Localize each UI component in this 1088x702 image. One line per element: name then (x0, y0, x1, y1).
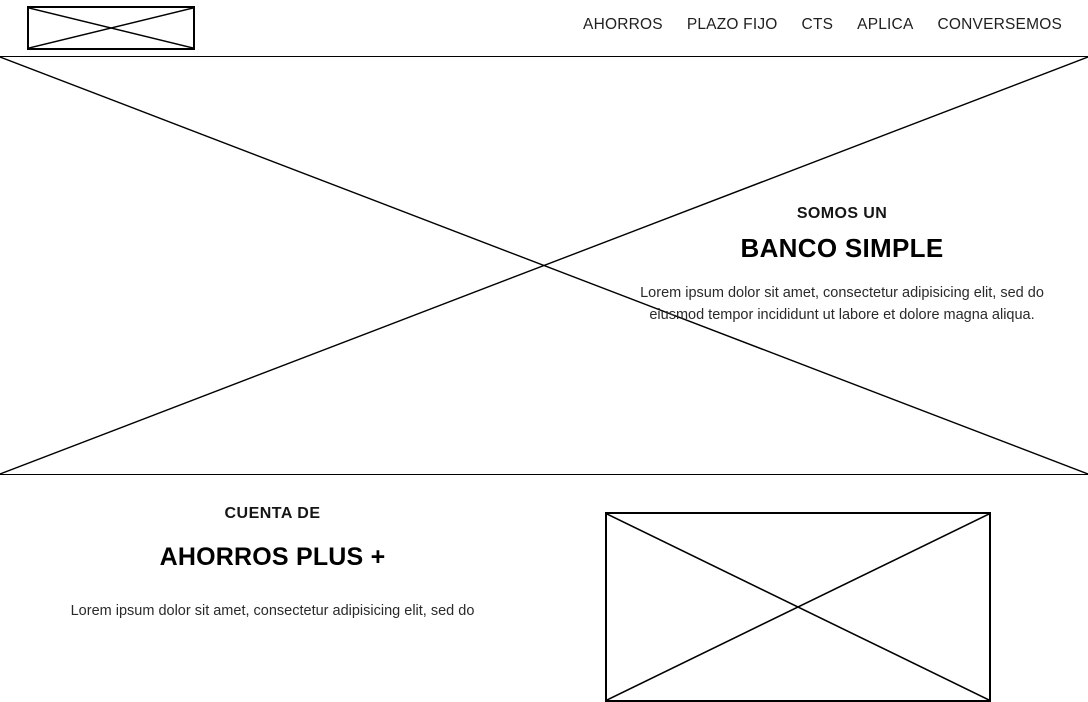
hero-section (0, 56, 1088, 475)
main-navigation (571, 16, 1074, 34)
image-placeholder-icon (607, 514, 989, 700)
account-description: Lorem ipsum dolor sit amet, consectetur adipisicing elit, sed do (70, 603, 475, 619)
account-title: AHORROS PLUS + (159, 543, 386, 571)
account-image-placeholder (605, 512, 991, 702)
account-eyebrow: CUENTA DE (224, 505, 321, 522)
site-header (0, 0, 1088, 56)
nav-item-plazo-fijo[interactable]: PLAZO FIJO (686, 16, 778, 33)
hero-copy (612, 205, 1072, 326)
logo-placeholder[interactable] (27, 6, 195, 50)
nav-item-ahorros[interactable]: AHORROS (583, 16, 663, 33)
nav-item-aplica[interactable]: APLICA (857, 16, 914, 33)
hero-title: BANCO SIMPLE (740, 233, 944, 263)
hero-eyebrow: SOMOS UN (796, 205, 888, 222)
account-copy (0, 475, 545, 622)
logo-placeholder-icon (29, 8, 193, 48)
hero-description: Lorem ipsum dolor sit amet, consectetur adipisicing elit, sed do eiusmod tempor incididunt ut labore et dolore magna aliqua. (640, 285, 1044, 323)
account-section (0, 475, 1088, 619)
nav-item-conversemos[interactable]: CONVERSEMOS (937, 16, 1062, 33)
nav-item-cts[interactable]: CTS (801, 16, 834, 33)
